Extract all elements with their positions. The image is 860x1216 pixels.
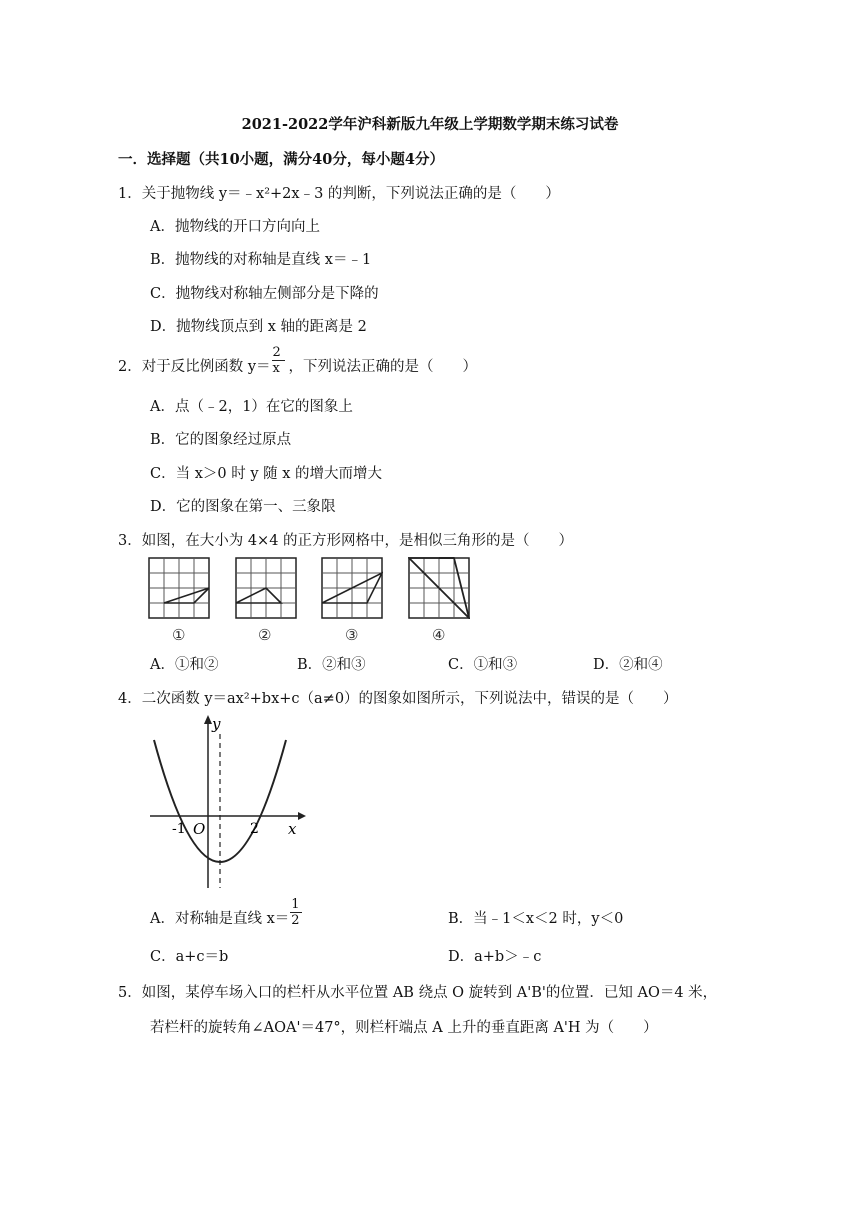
q4-option-c: C．a+c＝b	[150, 949, 229, 965]
x-axis-label: x	[288, 820, 297, 838]
section-heading: 一．选择题（共10小题，满分40分，每小题4分）	[118, 151, 444, 168]
q2-stem-post: ，下列说法正确的是（ ）	[288, 359, 478, 375]
q4-frac-den: 2	[291, 913, 300, 928]
q4-parabola-graph	[148, 712, 308, 892]
q2-option-c: C．当 x＞0 时 y 随 x 的增大而增大	[150, 466, 383, 482]
q3-grid-figure-1	[148, 557, 210, 619]
q3-figure-label-3: ③	[345, 626, 359, 644]
origin-label: O	[193, 820, 206, 838]
q4-option-a	[150, 897, 305, 928]
q2-stem-pre: 2．对于反比例函数 y＝	[118, 359, 271, 375]
q2-frac-den: x	[272, 361, 280, 376]
q1-stem: 1．关于抛物线 y＝﹣x²+2x﹣3 的判断，下列说法正确的是（ ）	[118, 186, 560, 202]
q2-option-a: A．点（﹣2，1）在它的图象上	[150, 399, 353, 415]
q3-stem: 3．如图，在大小为 4×4 的正方形网格中，是相似三角形的是（ ）	[118, 533, 574, 549]
q3-option-a: A．①和②	[150, 657, 219, 673]
q3-figure-label-2: ②	[258, 626, 272, 644]
q1-option-a: A．抛物线的开口方向向上	[150, 219, 320, 235]
q1-option-c: C．抛物线对称轴左侧部分是下降的	[150, 286, 379, 302]
q4-stem: 4．二次函数 y＝ax²+bx+c（a≠0）的图象如图所示，下列说法中，错误的是（ ）	[118, 691, 678, 707]
q4-option-b: B．当﹣1＜x＜2 时，y＜0	[448, 911, 624, 927]
q1-option-d: D．抛物线顶点到 x 轴的距离是 2	[150, 319, 367, 335]
q3-grid-figure-4	[408, 557, 470, 619]
q3-option-c: C．①和③	[448, 657, 518, 673]
q4-option-a-pre: A．对称轴是直线 x＝	[150, 911, 290, 927]
page-title: 2021-2022学年沪科新版九年级上学期数学期末练习试卷	[241, 116, 619, 133]
q5-line-2: 若栏杆的旋转角∠AOA'＝47°，则栏杆端点 A 上升的垂直距离 A'H 为（ ）	[150, 1020, 658, 1036]
q3-grid-figure-2	[235, 557, 297, 619]
q3-grid-figure-3	[321, 557, 383, 619]
q4-frac-num: 1	[291, 897, 300, 912]
q1-option-b: B．抛物线的对称轴是直线 x＝﹣1	[150, 252, 372, 268]
q3-option-b: B．②和③	[297, 657, 366, 673]
q2-option-b: B．它的图象经过原点	[150, 432, 292, 448]
q2-frac-num: 2	[272, 345, 281, 360]
tick-neg1: -1	[172, 821, 186, 837]
q3-figure-label-1: ①	[172, 626, 186, 644]
q3-option-d: D．②和④	[593, 657, 663, 673]
q4-option-a-fraction	[289, 897, 305, 928]
tick-2: 2	[250, 821, 259, 837]
q5-line-1: 5．如图，某停车场入口的栏杆从水平位置 AB 绕点 O 旋转到 A'B'的位置．已知 AO＝4 米，	[118, 985, 718, 1001]
q4-option-d: D．a+b＞﹣c	[448, 949, 542, 965]
q2-stem	[118, 345, 478, 376]
q2-fraction	[271, 345, 289, 376]
q2-option-d: D．它的图象在第一、三象限	[150, 499, 336, 515]
y-axis-label: y	[212, 715, 221, 733]
q3-figure-label-4: ④	[432, 626, 446, 644]
